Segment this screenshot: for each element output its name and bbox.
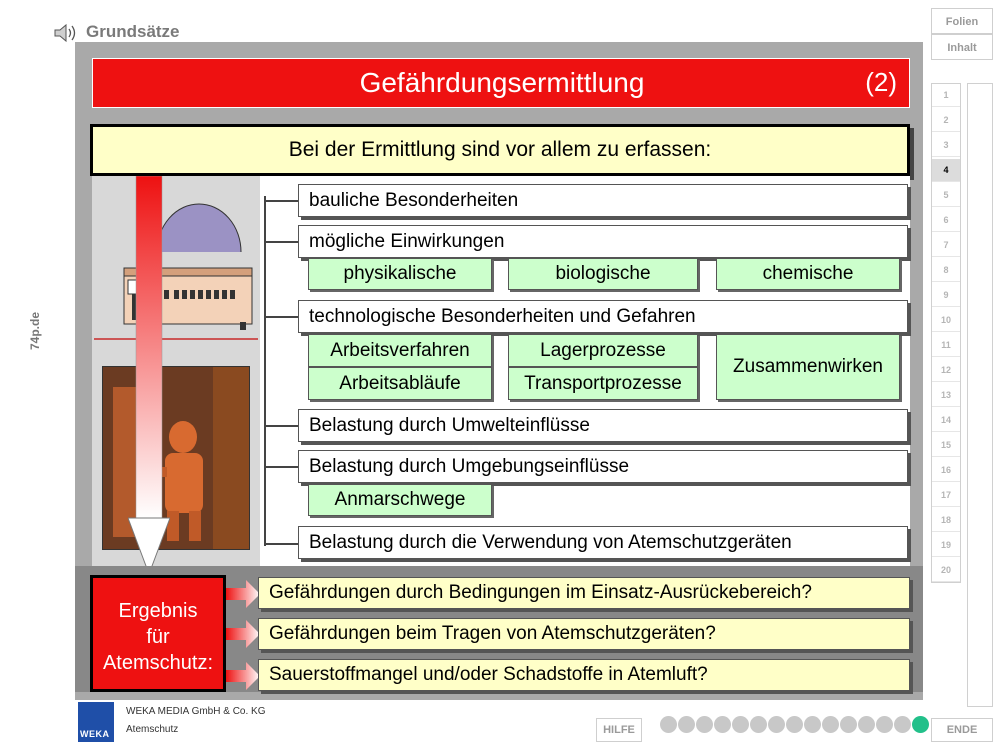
result-label-box bbox=[90, 575, 226, 692]
sub-item: Anmarschwege bbox=[308, 484, 492, 516]
progress-dot bbox=[858, 716, 875, 733]
progress-dot bbox=[768, 716, 785, 733]
sub-item: Arbeitsverfahren bbox=[308, 334, 492, 367]
result-item: Gefährdungen beim Tragen von Atemschutzgeräten? bbox=[258, 618, 910, 650]
slide-link-11[interactable]: 11 bbox=[932, 334, 960, 357]
flow-down-arrow bbox=[128, 176, 170, 576]
logo-text: WEKA bbox=[80, 729, 110, 739]
protective-suit-photo bbox=[102, 366, 250, 550]
slide-link-13[interactable]: 13 bbox=[932, 384, 960, 407]
result-arrow-icon bbox=[226, 620, 260, 648]
slide-link-4[interactable]: 4 bbox=[932, 159, 960, 182]
progress-dot bbox=[840, 716, 857, 733]
slide-link-9[interactable]: 9 bbox=[932, 284, 960, 307]
criterion-item: Belastung durch die Verwendung von Atemschutzgeräten bbox=[298, 526, 908, 559]
progress-dot bbox=[804, 716, 821, 733]
result-arrow-icon bbox=[226, 580, 260, 608]
tree-branch bbox=[264, 200, 298, 202]
slide-link-2[interactable]: 2 bbox=[932, 109, 960, 132]
progress-dot bbox=[714, 716, 731, 733]
progress-dot bbox=[876, 716, 893, 733]
slide-link-12[interactable]: 12 bbox=[932, 359, 960, 382]
slide-link-15[interactable]: 15 bbox=[932, 434, 960, 457]
slide-link-7[interactable]: 7 bbox=[932, 234, 960, 257]
help-button[interactable]: HILFE bbox=[596, 718, 642, 742]
slide-link-17[interactable]: 17 bbox=[932, 484, 960, 507]
progress-dot bbox=[912, 716, 929, 733]
result-item: Sauerstoffmangel und/oder Schadstoffe in Atemluft? bbox=[258, 659, 910, 691]
side-watermark: 74p.de bbox=[28, 311, 42, 350]
section-title: Grundsätze bbox=[86, 22, 180, 41]
intro-box: Bei der Ermittlung sind vor allem zu erfassen: bbox=[90, 124, 910, 176]
progress-dot bbox=[786, 716, 803, 733]
tree-branch bbox=[264, 241, 298, 243]
slide-link-19[interactable]: 19 bbox=[932, 534, 960, 557]
criterion-item: bauliche Besonderheiten bbox=[298, 184, 908, 217]
result-item: Gefährdungen durch Bedingungen im Einsatz-Ausrückebereich? bbox=[258, 577, 910, 609]
company-name: WEKA MEDIA GmbH & Co. KG bbox=[126, 706, 266, 717]
sub-item: Transportprozesse bbox=[508, 367, 698, 400]
slide-part-number: (2) bbox=[865, 67, 897, 97]
tree-branch bbox=[264, 425, 298, 427]
progress-dot bbox=[732, 716, 749, 733]
scrollbar[interactable] bbox=[967, 83, 993, 707]
slide-link-14[interactable]: 14 bbox=[932, 409, 960, 432]
sub-item: Arbeitsabläufe bbox=[308, 367, 492, 400]
criterion-item: technologische Besonderheiten und Gefahren bbox=[298, 300, 908, 333]
sub-item: Zusammenwirken bbox=[716, 334, 900, 400]
end-button[interactable]: ENDE bbox=[931, 718, 993, 742]
weka-logo bbox=[78, 702, 114, 742]
slide-list bbox=[931, 83, 961, 583]
slide-title-bar bbox=[92, 58, 910, 108]
progress-indicator bbox=[660, 716, 929, 734]
tree-branch bbox=[264, 466, 298, 468]
result-label-line: Ergebnis bbox=[118, 600, 198, 622]
slide-link-20[interactable]: 20 bbox=[932, 559, 960, 582]
progress-dot bbox=[660, 716, 677, 733]
slide-link-6[interactable]: 6 bbox=[932, 209, 960, 232]
result-label-line: Atemschutz: bbox=[102, 652, 214, 674]
sub-item: biologische bbox=[508, 258, 698, 290]
slide-link-10[interactable]: 10 bbox=[932, 309, 960, 332]
inhalt-button[interactable]: Inhalt bbox=[931, 34, 993, 60]
slide-link-1[interactable]: 1 bbox=[932, 84, 960, 107]
slide-link-18[interactable]: 18 bbox=[932, 509, 960, 532]
progress-dot bbox=[750, 716, 767, 733]
speaker-icon[interactable] bbox=[52, 22, 80, 44]
sub-item: chemische bbox=[716, 258, 900, 290]
sub-item: physikalische bbox=[308, 258, 492, 290]
folien-button[interactable]: Folien bbox=[931, 8, 993, 34]
result-arrow-icon bbox=[226, 662, 260, 690]
progress-dot bbox=[822, 716, 839, 733]
slide-link-16[interactable]: 16 bbox=[932, 459, 960, 482]
result-label-line: für bbox=[146, 626, 170, 648]
tree-connector bbox=[264, 196, 266, 546]
building-illustration bbox=[94, 182, 258, 340]
progress-dot bbox=[894, 716, 911, 733]
product-name: Atemschutz bbox=[126, 724, 179, 735]
criterion-item: Belastung durch Umwelteinflüsse bbox=[298, 409, 908, 442]
progress-dot bbox=[678, 716, 695, 733]
progress-dot bbox=[696, 716, 713, 733]
sub-item: Lagerprozesse bbox=[508, 334, 698, 367]
slide-link-8[interactable]: 8 bbox=[932, 259, 960, 282]
criterion-item: mögliche Einwirkungen bbox=[298, 225, 908, 258]
tree-branch bbox=[264, 316, 298, 318]
tree-branch bbox=[264, 543, 298, 545]
slide-link-3[interactable]: 3 bbox=[932, 134, 960, 157]
slide-title: Gefährdungsermittlung bbox=[359, 67, 645, 98]
slide-link-5[interactable]: 5 bbox=[932, 184, 960, 207]
criterion-item: Belastung durch Umgebungseinflüsse bbox=[298, 450, 908, 483]
